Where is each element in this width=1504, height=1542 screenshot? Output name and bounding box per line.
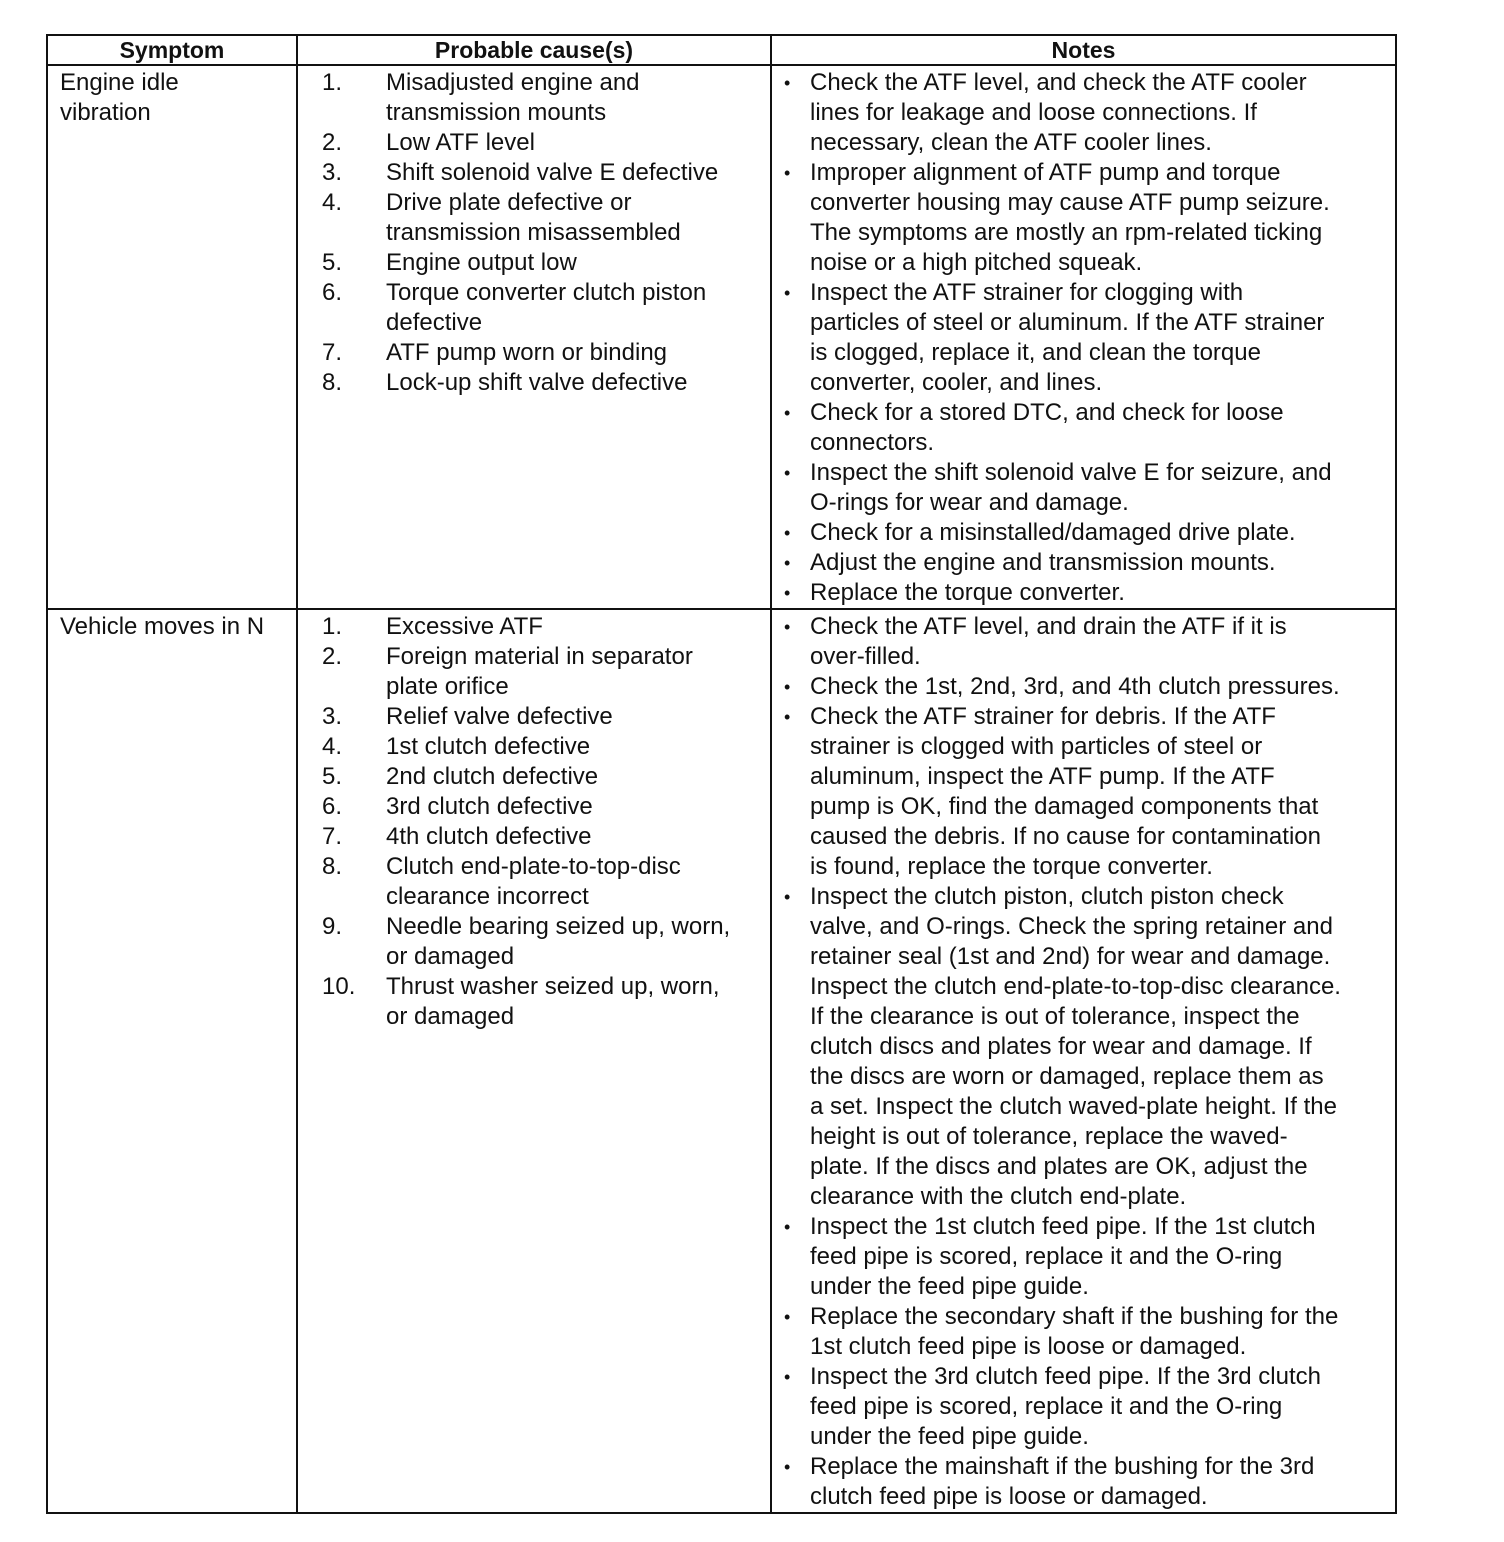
cause-text <box>386 158 766 188</box>
note-item <box>784 1212 1391 1302</box>
bullet-icon: • <box>784 283 791 303</box>
note-item <box>784 882 1391 1212</box>
note-line: converter housing may cause ATF pump seizure. <box>810 189 1330 216</box>
note-item <box>784 702 1391 882</box>
cause-item <box>298 792 766 822</box>
symptom-line: Engine idle <box>60 69 179 96</box>
cause-line: ATF pump worn or binding <box>386 339 668 366</box>
bullet-icon: • <box>784 1217 791 1237</box>
cause-item <box>298 612 766 642</box>
note-line: clutch feed pipe is loose or damaged. <box>810 1483 1208 1510</box>
note-line: plate. If the discs and plates are OK, adjust the <box>810 1153 1308 1180</box>
header-notes: Notes <box>771 35 1396 65</box>
cause-text <box>386 852 766 912</box>
cause-number: 3. <box>322 159 343 186</box>
note-text <box>810 278 1391 398</box>
symptom-line: vibration <box>60 99 151 126</box>
cause-number: 9. <box>322 913 343 940</box>
note-line: 1st clutch feed pipe is loose or damaged. <box>810 1333 1247 1360</box>
cause-line: defective <box>386 309 483 336</box>
note-text <box>810 882 1391 1212</box>
cause-line: clearance incorrect <box>386 883 589 910</box>
table-row <box>47 609 1396 1513</box>
note-line: Inspect the 1st clutch feed pipe. If the 1st clutch <box>810 1213 1316 1240</box>
note-line: If the clearance is out of tolerance, inspect the <box>810 1003 1300 1030</box>
note-text <box>810 398 1391 458</box>
note-item <box>784 612 1391 672</box>
cause-line: plate orifice <box>386 673 509 700</box>
cause-number: 4. <box>322 733 343 760</box>
note-text <box>810 458 1391 518</box>
cause-text <box>386 912 766 972</box>
cause-item <box>298 248 766 278</box>
cause-line: Excessive ATF <box>386 613 543 640</box>
note-item <box>784 398 1391 458</box>
symptom-cell <box>47 65 297 609</box>
cause-number: 2. <box>322 643 343 670</box>
note-text <box>810 1362 1391 1452</box>
notes-list <box>772 610 1395 1512</box>
cause-line: Torque converter clutch piston <box>386 279 707 306</box>
cause-item <box>298 732 766 762</box>
bullet-icon: • <box>784 553 791 573</box>
cause-number: 1. <box>322 69 343 96</box>
cause-number: 4. <box>322 189 343 216</box>
cause-number: 2. <box>322 129 343 156</box>
symptom-text <box>48 610 296 642</box>
note-line: clutch discs and plates for wear and damage. If <box>810 1033 1312 1060</box>
cause-item <box>298 368 766 398</box>
note-item <box>784 278 1391 398</box>
cause-number: 3. <box>322 703 343 730</box>
header-row <box>47 35 1396 65</box>
note-line: the discs are worn or damaged, replace them as <box>810 1063 1324 1090</box>
cause-line: 4th clutch defective <box>386 823 592 850</box>
causes-list <box>298 610 770 1032</box>
note-line: strainer is clogged with particles of steel or <box>810 733 1263 760</box>
cause-line: Relief valve defective <box>386 703 613 730</box>
causes-cell <box>297 609 771 1513</box>
cause-number: 1. <box>322 613 343 640</box>
cause-item <box>298 852 766 912</box>
bullet-icon: • <box>784 1307 791 1327</box>
cause-item <box>298 702 766 732</box>
cause-text <box>386 972 766 1032</box>
cause-item <box>298 822 766 852</box>
note-line: Check for a stored DTC, and check for loose <box>810 399 1284 426</box>
cause-text <box>386 642 766 702</box>
note-line: O-rings for wear and damage. <box>810 489 1129 516</box>
note-item <box>784 1302 1391 1362</box>
cause-number: 6. <box>322 279 343 306</box>
symptom-text <box>48 66 296 128</box>
cause-line: Foreign material in separator <box>386 643 693 670</box>
note-text <box>810 158 1391 278</box>
bullet-icon: • <box>784 163 791 183</box>
cause-number: 8. <box>322 853 343 880</box>
note-line: aluminum, inspect the ATF pump. If the ATF <box>810 763 1275 790</box>
note-line: Improper alignment of ATF pump and torque <box>810 159 1281 186</box>
cause-item <box>298 68 766 128</box>
note-text <box>810 702 1391 882</box>
cause-item <box>298 278 766 338</box>
bullet-icon: • <box>784 617 791 637</box>
header-symptom: Symptom <box>47 35 297 65</box>
note-text <box>810 1302 1391 1362</box>
note-line: Check for a misinstalled/damaged drive plate. <box>810 519 1296 546</box>
note-line: under the feed pipe guide. <box>810 1423 1089 1450</box>
bullet-icon: • <box>784 677 791 697</box>
bullet-icon: • <box>784 523 791 543</box>
symptom-cell <box>47 609 297 1513</box>
cause-line: transmission misassembled <box>386 219 681 246</box>
cause-number: 10. <box>322 973 356 1000</box>
cause-text <box>386 762 766 792</box>
note-item <box>784 68 1391 158</box>
cause-line: 1st clutch defective <box>386 733 591 760</box>
note-line: valve, and O-rings. Check the spring retainer and <box>810 913 1333 940</box>
bullet-icon: • <box>784 463 791 483</box>
cause-text <box>386 732 766 762</box>
cause-number: 6. <box>322 793 343 820</box>
bullet-icon: • <box>784 887 791 907</box>
note-line: The symptoms are mostly an rpm-related ticking <box>810 219 1323 246</box>
cause-item <box>298 642 766 702</box>
note-line: noise or a high pitched squeak. <box>810 249 1143 276</box>
note-line: Inspect the shift solenoid valve E for seizure, and <box>810 459 1332 486</box>
note-text <box>810 672 1391 702</box>
note-item <box>784 518 1391 548</box>
note-line: clearance with the clutch end-plate. <box>810 1183 1187 1210</box>
cause-item <box>298 158 766 188</box>
cause-line: Lock-up shift valve defective <box>386 369 688 396</box>
note-line: height is out of tolerance, replace the waved- <box>810 1123 1288 1150</box>
note-line: Inspect the clutch piston, clutch piston check <box>810 883 1284 910</box>
cause-item <box>298 128 766 158</box>
note-line: converter, cooler, and lines. <box>810 369 1103 396</box>
cause-item <box>298 912 766 972</box>
cause-line: 3rd clutch defective <box>386 793 593 820</box>
note-item <box>784 578 1391 608</box>
cause-line: Low ATF level <box>386 129 535 156</box>
note-text <box>810 68 1391 158</box>
note-item <box>784 158 1391 278</box>
note-line: retainer seal (1st and 2nd) for wear and damage. <box>810 943 1331 970</box>
note-line: Inspect the 3rd clutch feed pipe. If the 3rd clutch <box>810 1363 1321 1390</box>
bullet-icon: • <box>784 583 791 603</box>
note-item <box>784 1362 1391 1452</box>
cause-item <box>298 188 766 248</box>
note-line: over-filled. <box>810 643 921 670</box>
note-line: under the feed pipe guide. <box>810 1273 1089 1300</box>
cause-text <box>386 822 766 852</box>
note-line: Check the ATF level, and check the ATF cooler <box>810 69 1307 96</box>
bullet-icon: • <box>784 707 791 727</box>
note-line: necessary, clean the ATF cooler lines. <box>810 129 1212 156</box>
cause-line: transmission mounts <box>386 99 607 126</box>
note-line: Check the ATF level, and drain the ATF if it is <box>810 613 1287 640</box>
bullet-icon: • <box>784 1367 791 1387</box>
cause-item <box>298 338 766 368</box>
note-line: feed pipe is scored, replace it and the O-ring <box>810 1393 1283 1420</box>
cause-item <box>298 762 766 792</box>
bullet-icon: • <box>784 1457 791 1477</box>
note-text <box>810 612 1391 672</box>
cause-line: Thrust washer seized up, worn, <box>386 973 720 1000</box>
note-text <box>810 1452 1391 1512</box>
cause-text <box>386 612 766 642</box>
note-text <box>810 1212 1391 1302</box>
cause-text <box>386 278 766 338</box>
troubleshooting-table <box>46 34 1397 1514</box>
cause-line: Needle bearing seized up, worn, <box>386 913 731 940</box>
note-line: Check the 1st, 2nd, 3rd, and 4th clutch pressures. <box>810 673 1340 700</box>
note-line: a set. Inspect the clutch waved-plate height. If the <box>810 1093 1337 1120</box>
note-line: Inspect the clutch end-plate-to-top-disc clearance. <box>810 973 1341 1000</box>
cause-text <box>386 68 766 128</box>
header-probable-causes: Probable cause(s) <box>297 35 771 65</box>
cause-text <box>386 368 766 398</box>
cause-line: Drive plate defective or <box>386 189 632 216</box>
note-text <box>810 578 1391 608</box>
cause-line: 2nd clutch defective <box>386 763 599 790</box>
cause-number: 7. <box>322 823 343 850</box>
note-item <box>784 548 1391 578</box>
cause-text <box>386 792 766 822</box>
bullet-icon: • <box>784 403 791 423</box>
cause-text <box>386 128 766 158</box>
note-line: is clogged, replace it, and clean the torque <box>810 339 1261 366</box>
note-line: is found, replace the torque converter. <box>810 853 1213 880</box>
note-line: Check the ATF strainer for debris. If the ATF <box>810 703 1276 730</box>
cause-text <box>386 248 766 278</box>
note-line: Adjust the engine and transmission mounts. <box>810 549 1276 576</box>
note-item <box>784 1452 1391 1512</box>
table-row <box>47 65 1396 609</box>
note-line: feed pipe is scored, replace it and the O-ring <box>810 1243 1283 1270</box>
cause-number: 5. <box>322 763 343 790</box>
cause-line: or damaged <box>386 1003 515 1030</box>
bullet-icon: • <box>784 73 791 93</box>
cause-text <box>386 702 766 732</box>
note-text <box>810 518 1391 548</box>
note-line: Replace the torque converter. <box>810 579 1125 606</box>
notes-cell <box>771 65 1396 609</box>
cause-number: 8. <box>322 369 343 396</box>
note-line: caused the debris. If no cause for contamination <box>810 823 1321 850</box>
note-text <box>810 548 1391 578</box>
note-line: particles of steel or aluminum. If the ATF strainer <box>810 309 1325 336</box>
notes-cell <box>771 609 1396 1513</box>
cause-line: Clutch end-plate-to-top-disc <box>386 853 681 880</box>
cause-number: 5. <box>322 249 343 276</box>
causes-cell <box>297 65 771 609</box>
note-line: Replace the mainshaft if the bushing for the 3rd <box>810 1453 1315 1480</box>
note-line: pump is OK, find the damaged components that <box>810 793 1319 820</box>
note-line: connectors. <box>810 429 935 456</box>
notes-list <box>772 66 1395 608</box>
note-line: lines for leakage and loose connections. If <box>810 99 1257 126</box>
causes-list <box>298 66 770 398</box>
cause-number: 7. <box>322 339 343 366</box>
cause-line: or damaged <box>386 943 515 970</box>
cause-line: Shift solenoid valve E defective <box>386 159 719 186</box>
cause-text <box>386 188 766 248</box>
cause-line: Engine output low <box>386 249 577 276</box>
note-item <box>784 458 1391 518</box>
cause-line: Misadjusted engine and <box>386 69 640 96</box>
cause-text <box>386 338 766 368</box>
note-line: Replace the secondary shaft if the bushing for the <box>810 1303 1339 1330</box>
symptom-line: Vehicle moves in N <box>60 613 265 640</box>
note-item <box>784 672 1391 702</box>
note-line: Inspect the ATF strainer for clogging with <box>810 279 1244 306</box>
cause-item <box>298 972 766 1032</box>
